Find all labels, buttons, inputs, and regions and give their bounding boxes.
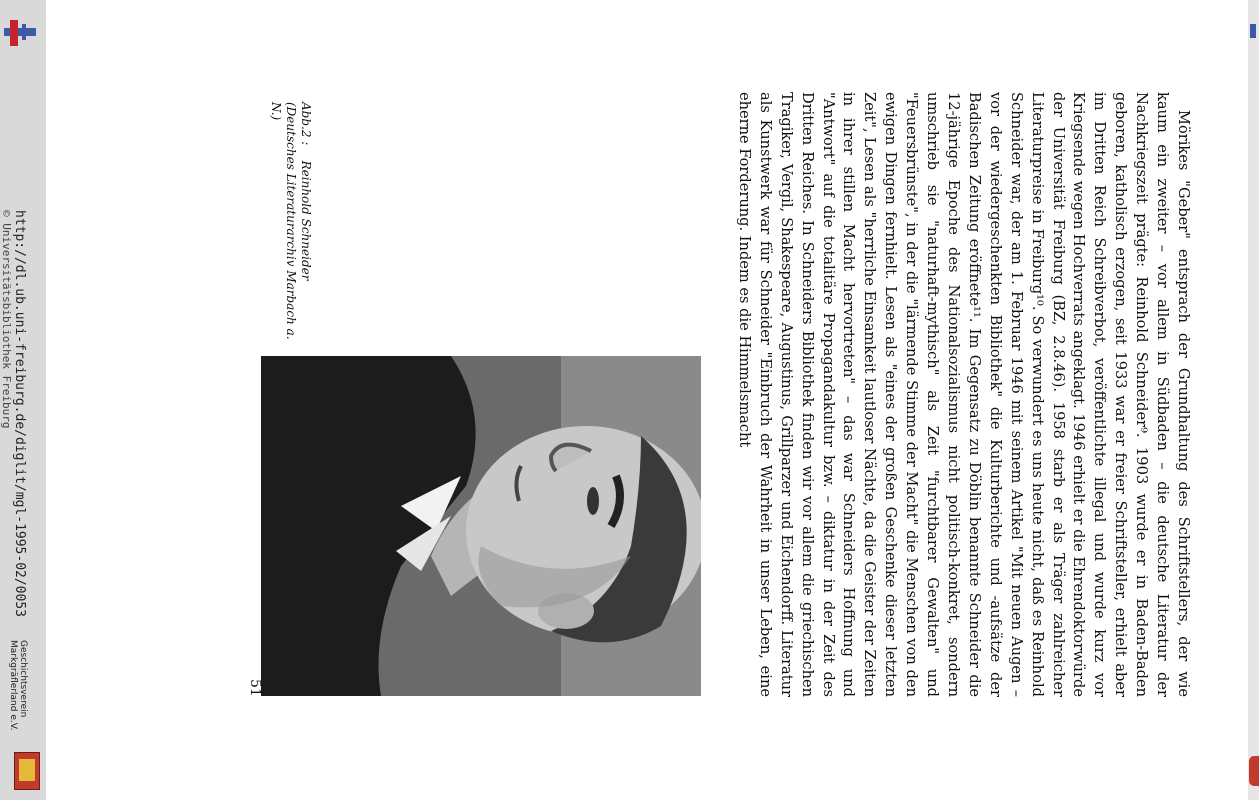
library-logo-icon xyxy=(0,18,40,48)
figure-caption xyxy=(268,102,313,342)
rotated-page-content xyxy=(247,92,1193,697)
url-link[interactable]: http://dl.ub.uni-freiburg.de/diglit/mgl-1995-02/0053 xyxy=(12,210,27,617)
scanned-page xyxy=(46,0,1248,800)
portrait-illustration xyxy=(261,356,701,696)
paragraph: Mörikes "Geber" entsprach der Grundhaltung des Schriftstellers, der wie kaum ein zweiter – vor allem in Südbaden – die deutsche Literatur der Nachkriegszeit prägte: Reinhold Schneider⁹. 1903 wurde er in Baden-Baden geboren, katholisch erzogen, seit 1933 war er freier Schriftsteller, erhielt aber im Dritten Reich Schreibverbot, veröffentlichte illegal und wurde kurz vor Kriegsende wegen Hochverrats angeklagt. 1946 erhielt er die Ehrendoktorwürde der Universität Freiburg (BZ, 2.8.46). 1958 starb er als Träger zahlreicher Literaturpreise in Freiburg¹⁰. So verwundert es uns heute nicht, daß es Reinhold Schneider war, der am 1. Februar 1946 mit seinem Artikel "Mit neuen Augen – vor der wiedergeschenkten Bibliothek" die Kulturberichte und -aufsätze der Badischen Zeitung eröffnete¹¹. Im Gegensatz zu Döblin benannte Schneider die 12-jährige Epoche des Nationalsozialismus nicht politisch-konkret, sondern umschrieb sie "naturhaft-mythisch" als Zeit "furchtbarer Gewalten" und "Feuersbrünste", in der die "lärmende Stimme der Macht" die Menschen von den ewigen Dingen fernhielt. Lesen als "eines der großen Geschenke dieser letzten Zeit", Lesen als "herrliche Einsamkeit lautloser Nächte, da die Geister der Zeiten in ihrer stillen Macht hervortreten" – das war Schneiders Hoffnung und "Antwort" auf die totalitäre Propagandakultur bzw. – diktatur in der Zeit des Dritten Reiches. In Schneiders Bibliothek finden wir vor allem die griechischen Tragiker, Vergil, Shakespeare, Augustinus, Grillparzer und Eichendorff. Literatur als Kunstwerk war für Schneider "Einbruch der Wahrheit in unser Leben, eine eherne Forderung. Indem es die Himmelsmacht xyxy=(735,92,1192,697)
portrait-photo xyxy=(261,356,701,696)
right-edge xyxy=(1248,0,1259,800)
page-number: 51 xyxy=(247,679,263,697)
coat-of-arms-icon xyxy=(14,752,40,790)
body-text xyxy=(733,92,1193,697)
right-logo-icon xyxy=(1250,24,1256,38)
caption-label: Abb.2 : xyxy=(299,102,313,146)
copyright-text: © Universitätsbibliothek Freiburg xyxy=(0,210,13,429)
right-crest-icon xyxy=(1249,756,1259,786)
left-sidebar xyxy=(0,0,46,800)
organization-name: Geschichtsverein Markgräflerland e.V. xyxy=(8,640,28,731)
caption-source: (Deutsches Literaturarchiv Marbach a. N.) xyxy=(269,102,298,340)
source-url xyxy=(0,210,27,617)
caption-name: Reinhold Schneider xyxy=(299,160,313,281)
